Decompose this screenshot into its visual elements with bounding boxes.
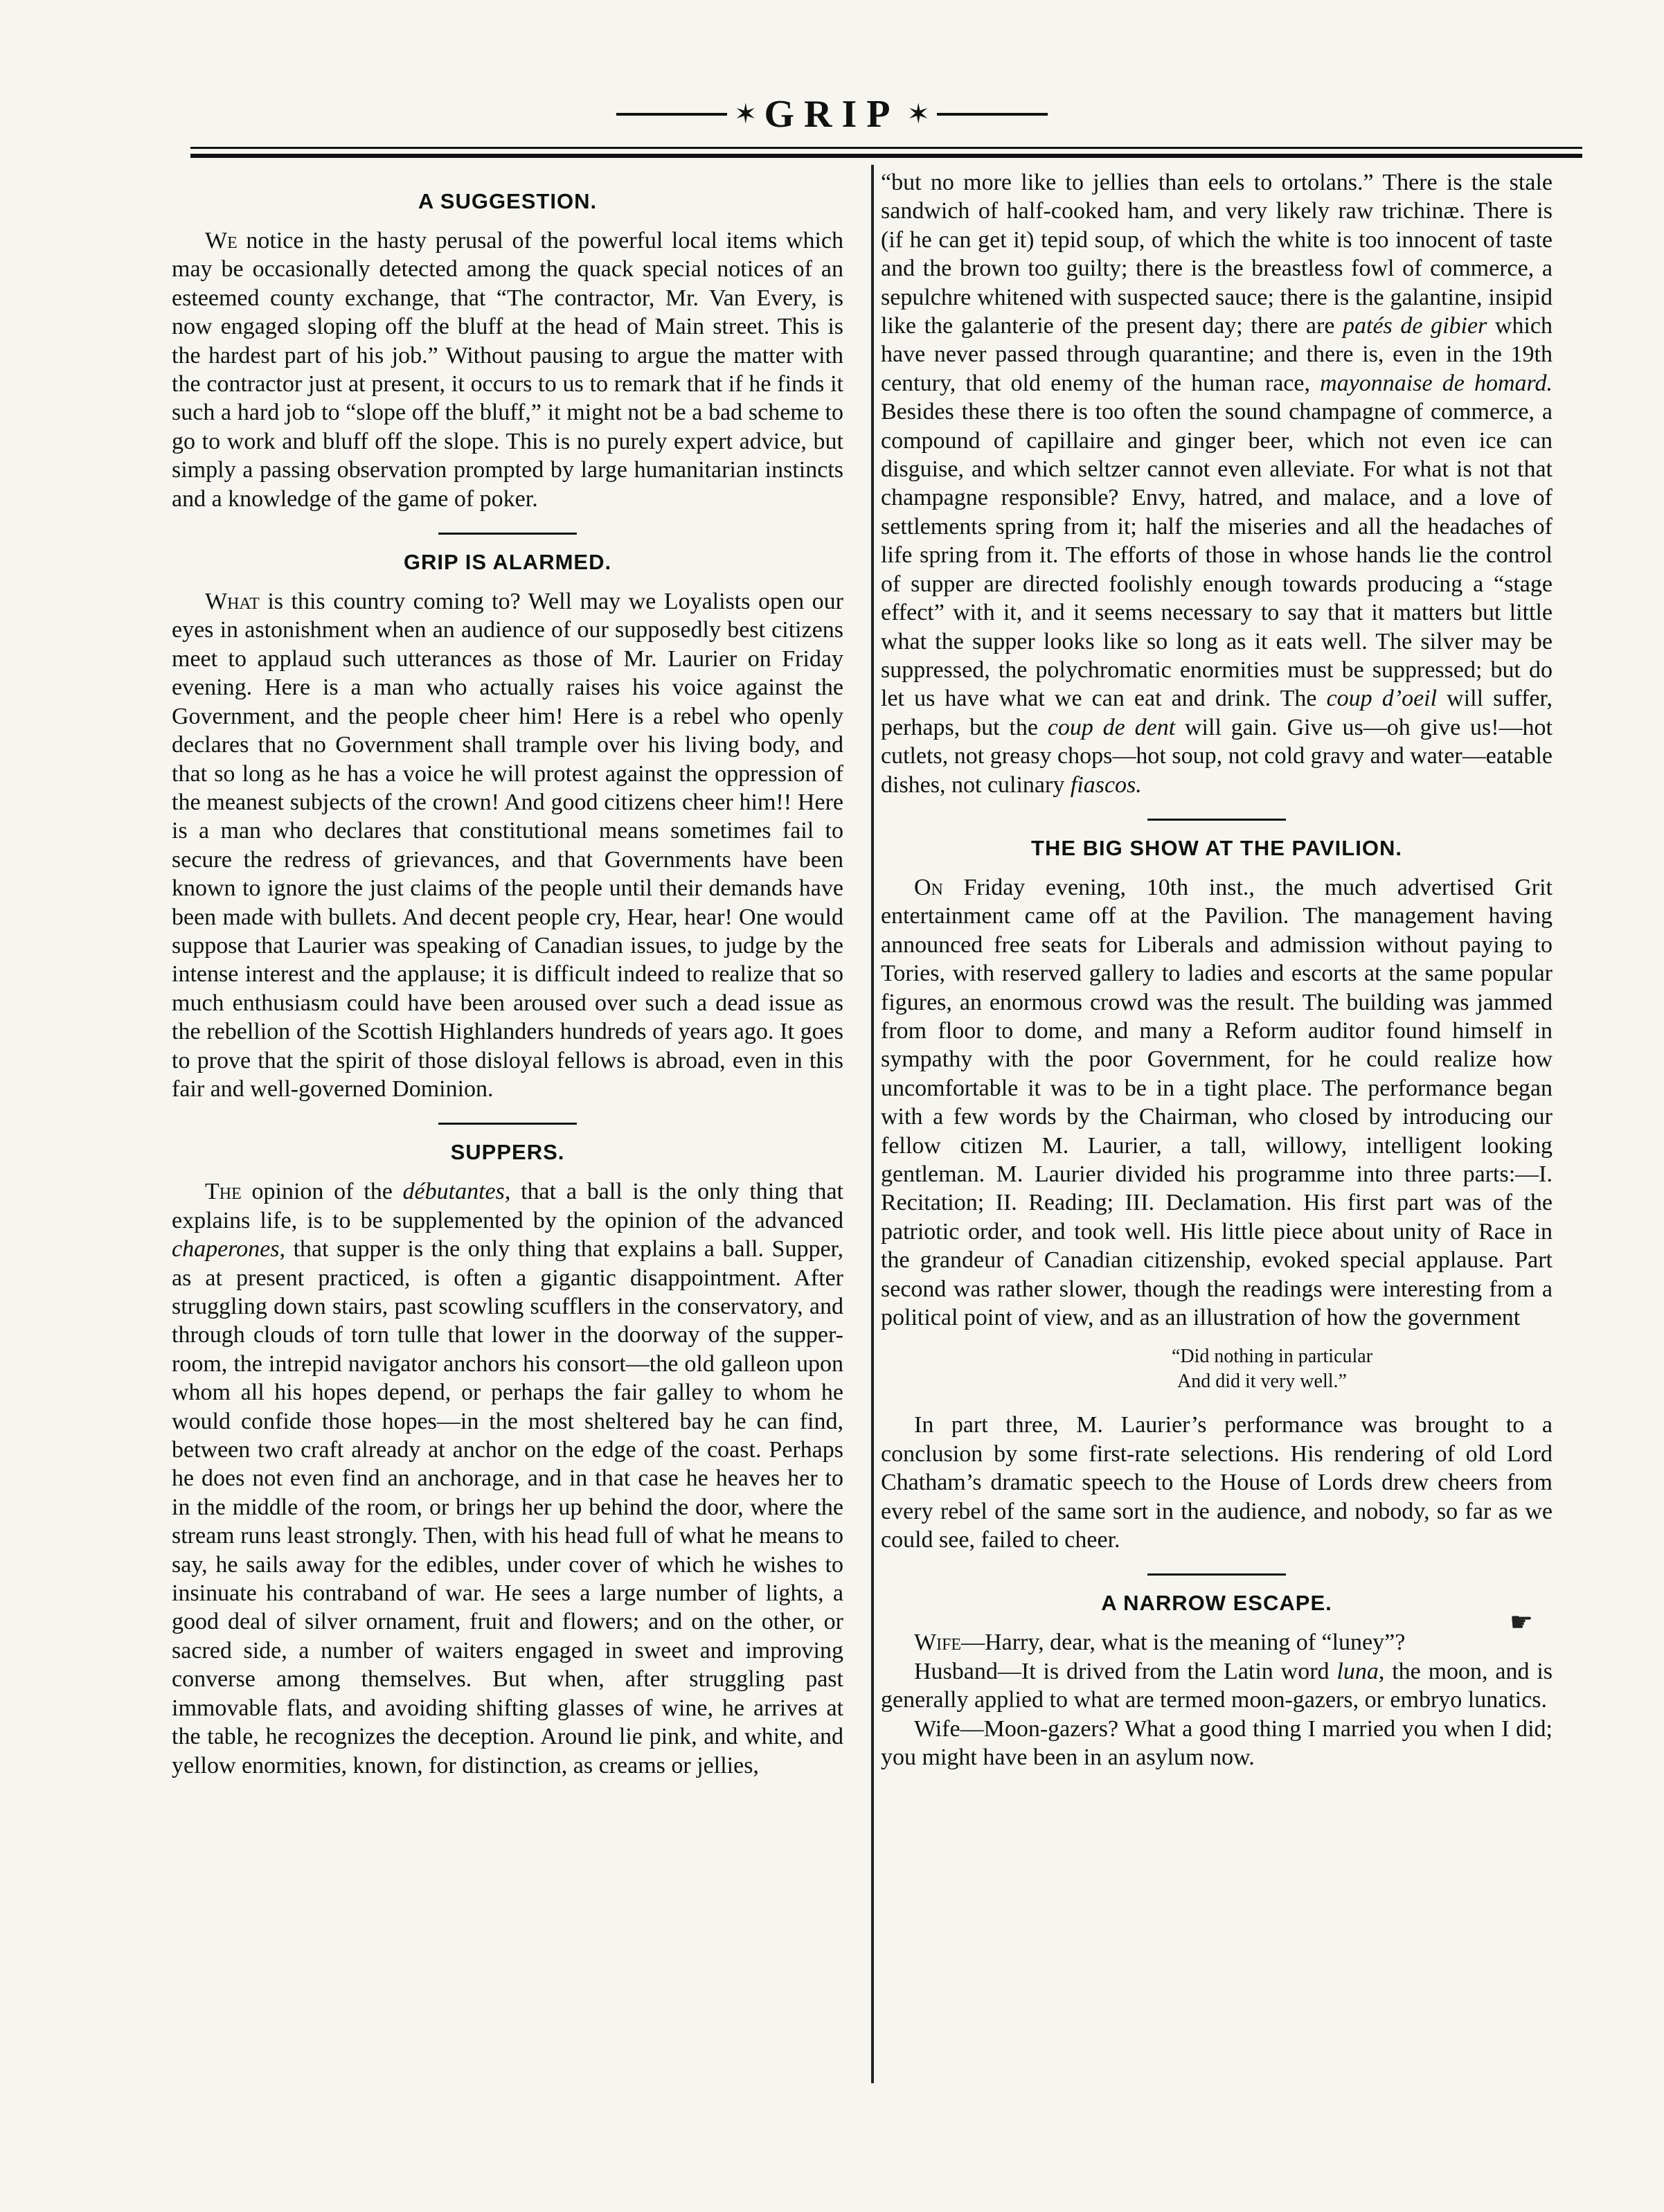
italic-term: mayonnaise de homard.: [1320, 370, 1553, 396]
right-column: [881, 170, 1553, 1772]
italic-term: patés de gibier: [1343, 313, 1487, 339]
lead-word: Wife: [914, 1630, 962, 1656]
article-heading: THE BIG SHOW AT THE PAVILION.: [1031, 835, 1402, 860]
masthead-right-rule: [937, 113, 1048, 116]
masthead-title: GRIP: [764, 93, 900, 136]
body-text: is this country coming to? Well may we Loyalists open our eyes in astonishment when an audience of our supposedly best citizens meet to applaud such utterances as those of Mr. Laurier on Friday evening. Here is a man who actually raises his voice against the Government, and the people cheer him! Here is a rebel who openly declares that no Government shall trample over his living body, and that so long as he has a voice he will protest against the oppression of the meanest subjects of the crown! And good citizens cheer him!! Here is a man who declares that constitutional means sometimes fail to secure the redress of grievances, and that Governments have been known to ignore the just claims of the people until their demands have been made with bullets. And decent people cry, Hear, hear! One would suppose that Laurier was speaking of Canadian issues, to judge by the intense interest and the applause; it is difficult indeed to realize that so much enthusiasm could have been aroused over such a dead issue as the rebellion of the Scottish Highlanders hundreds of years ago. It goes to prove that the spirit of those disloyal fellows is abroad, even in this fair and well-governed Dominion.: [172, 589, 843, 1102]
article-body: [172, 1177, 843, 1780]
body-text: will gain. Give us—oh give us!—hot cutlets, not greasy chops—hot soup, not cold gravy and water—eatable dishes, not culinary: [881, 714, 1553, 798]
body-text: Friday evening, 10th inst., the much advertised Grit entertainment came off at the Pavilion. The management having announced free seats for Liberals and admission without paying to Tories, with reserved gallery to ladies and escorts at the same popular figures, an enormous crowd was the result. The building was jammed from floor to dome, and many a Reform auditor found himself in sympathy with the poor Government, for he could realize how uncomfortable it was to be in a tight place. The performance began with a few words by the Chairman, who closed by introducing our fellow citizen M. Laurier, a tall, willowy, intelligent looking gentleman. M. Laurier divided his programme into three parts:—I. Recitation; II. Reading; III. Declamation. His first part was of the patriotic order, and took well. His little piece about unity of Race in the grandeur of Canadian citizenship, evoked special applause. Part second was rather slower, though the readings were interesting from a political point of view, and as an illustration of how the government: [881, 874, 1553, 1331]
article-heading: SUPPERS.: [450, 1140, 565, 1165]
body-text: notice in the hasty perusal of the powerful local items which may be occasionally detected among the quack special notices of an esteemed county exchange, that “The contractor, Mr. Van Every, is now engaged sloping off the bluff at the head of Main street. This is the hardest part of his job.” Without pausing to argue the matter with the contractor just at present, it occurs to us to remark that if he finds it such a hard job to “slope off the bluff,” it might not be a bad scheme to go to work and bluff off the slope. This is no purely expert advice, but simply a passing observation prompted by large humanitarian instincts and a knowledge of the game of poker.: [172, 228, 843, 512]
section-divider: [1147, 1573, 1286, 1576]
italic-term: débutantes: [402, 1179, 505, 1205]
section-divider: [438, 533, 577, 535]
body-text: —Harry, dear, what is the meaning of “luney”?: [961, 1630, 1406, 1656]
italic-term: coup de dent: [1047, 714, 1176, 740]
italic-term: fiascos.: [1070, 771, 1142, 798]
body-text: opinion of the: [241, 1179, 403, 1205]
lead-word: What: [205, 589, 260, 615]
article-body: In part three, M. Laurier’s performance was brought to a conclusion by some first-rate selections. His rendering of old Lord Chatham’s dramatic speech to the House of Lords drew cheers from every rebel of the same sort in the audience, and nobody, so far as we could see, failed to cheer.: [881, 1412, 1553, 1553]
lead-word: The: [205, 1179, 242, 1205]
dialogue-line: Wife—Moon-gazers? What a good thing I married you when I did; you might have been in an asylum now.: [881, 1715, 1553, 1771]
section-divider: [1147, 819, 1286, 821]
body-text: will suffer, perhaps, but the: [881, 686, 1553, 740]
header-rule-thin: [190, 147, 1582, 149]
column-divider: [871, 165, 874, 2083]
italic-term: luna: [1336, 1658, 1379, 1684]
article-heading: A NARROW ESCAPE.: [1101, 1591, 1332, 1616]
star-icon: ✶: [733, 98, 758, 130]
body-text: Besides these there is too often the sound champagne of commerce, a compound of capillaire and ginger beer, which not even ice can disguise, and which seltzer cannot even alleviate. For what is not that champagne responsible? Envy, hatred, and malace, and a love of settlements spring from it; half the miseries and all the headaches of life spring from it. The efforts of those in whose hands lie the control of supper are directed foolishly enough towards producing a “stage effect” with it, and it seems necessary to say that it matters but little what the supper looks like so long as it eats well. The silver may be suppressed, the polychromatic enormities must be suppressed; but do let us have what we can eat and drink. The: [881, 399, 1553, 712]
left-column: [172, 177, 843, 1780]
dialogue-line: [881, 1657, 1553, 1715]
hand-pointer-icon: ☛: [1510, 1608, 1534, 1637]
article-body: [172, 226, 843, 513]
section-divider: [438, 1123, 577, 1125]
article-heading: GRIP IS ALARMED.: [403, 550, 612, 575]
lead-word: On: [914, 874, 943, 900]
article-heading: A SUGGESTION.: [418, 189, 598, 213]
article-body-continued: [881, 168, 1553, 799]
body-text: , that supper is the only thing that explains a ball. Supper, as at present practiced, is often a gigantic disappointment. After struggling down stairs, past scowling scufflers in the conservatory, and through clouds of torn tulle that lower in the doorway of the supper-room, the intrepid navigator anchors his consort—the old galleon upon whom all his hopes depend, or perhaps the fair galley to whom he would confide those hopes—in the most sheltered bay he can find, between two craft already at anchor on the edge of the coast. Perhaps he does not even find an anchorage, and in that case he heaves her to in the middle of the room, or brings her up behind the door, where the stream runs least strongly. Then, with his head full of what he means to say, he sails away for the edibles, under cover of which he wishes to insinuate his contraband of war. He sees a large number of lights, a good deal of silver ornament, fruit and flowers; and on the other, or sacred side, a number of waiters engaged in sweet and improving converse among themselves. But when, after struggling past immovable flats, and avoiding shifting glasses of wine, he arrives at the table, he recognizes the deception. Around lie pink, and white, and yellow enormities, known, for distinction, as creams or jellies,: [172, 1236, 843, 1778]
italic-term: coup d’oeil: [1326, 686, 1438, 712]
star-icon: ✶: [906, 98, 931, 130]
body-text: which have never passed through quarantine; and there is, even in the 19th century, that old enemy of the human race,: [881, 313, 1553, 396]
dialogue-line: [881, 1628, 1553, 1657]
italic-term: chaperones: [172, 1236, 280, 1263]
body-text: , that a ball is the only thing that explains life, is to be supplemented by the opinion of the advanced: [172, 1179, 843, 1233]
verse-line: And did it very well.”: [1177, 1371, 1347, 1393]
body-text: “but no more like to jellies than eels to ortolans.” There is the stale sandwich of half-cooked ham, and very likely raw trichinæ. There is (if he can get it) tepid soup, of which the white is too innocent of taste and the brown too guilty; there is the breastless fowl of commerce, a sepulchre whitened with suspected sauce; there is the galantine, insipid like the galanterie of the present day; there are: [881, 170, 1553, 339]
header-rule-thick: [190, 154, 1582, 158]
verse-quote: [1172, 1344, 1553, 1394]
masthead: [0, 90, 1664, 139]
lead-word: We: [205, 228, 238, 253]
article-body: [881, 873, 1553, 1332]
body-text: Husband—It is drived from the Latin word: [914, 1658, 1337, 1684]
article-body: [172, 587, 843, 1103]
verse-line: “Did nothing in particular: [1172, 1346, 1373, 1368]
masthead-left-rule: [616, 113, 727, 116]
body-text: , the moon, and is generally applied to what are termed moon-gazers, or embryo lunatics.: [881, 1658, 1553, 1713]
